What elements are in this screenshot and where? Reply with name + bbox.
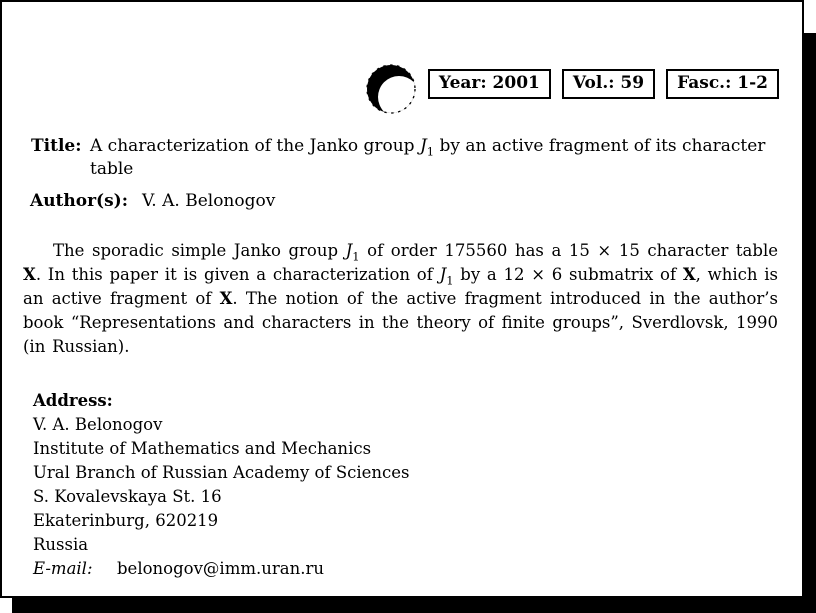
address-line-city: Ekaterinburg, 620219 — [33, 511, 219, 530]
address-line-institute: Institute of Mathematics and Mechanics — [33, 439, 372, 458]
crescent-moon-logo-icon — [366, 63, 418, 117]
volume-badge: Vol.: 59 — [562, 69, 655, 99]
issue-badges — [428, 69, 779, 99]
authors-row — [30, 190, 776, 213]
title-row — [31, 135, 777, 181]
address-line-street: S. Kovalevskaya St. 16 — [33, 487, 222, 506]
title-label: Title: — [31, 136, 82, 156]
year-badge: Year: 2001 — [428, 69, 551, 99]
email-row — [33, 557, 410, 581]
address-line-country: Russia — [33, 535, 89, 554]
address-line-branch: Ural Branch of Russian Academy of Sciences — [33, 463, 410, 482]
title-text: A characterization of the Janko group $J_1$ by an active fragment of its character table — [90, 136, 766, 179]
fascicle-badge: Fasc.: 1-2 — [666, 69, 779, 99]
authors-text: V. A. Belonogov — [142, 191, 276, 211]
email-value: belonogov@imm.uran.ru — [117, 559, 324, 578]
address-block — [33, 389, 410, 581]
email-label: E-mail: — [33, 559, 93, 578]
address-line-name: V. A. Belonogov — [33, 415, 163, 434]
address-label: Address: — [33, 391, 113, 410]
abstract-paragraph: The sporadic simple Janko group $J_1$ of order 175560 has a 15 × 15 character table X. In this paper it is given a characterization of $J_1$ by a 12 × 6 submatrix of X, which is an active fragment of X. The notion of the active fragment introduced in the author’s book “Representations and characters in the theory of finite groups”, Sverdlovsk, 1990 (in Russian). — [23, 241, 779, 356]
authors-label: Author(s): — [30, 191, 128, 211]
